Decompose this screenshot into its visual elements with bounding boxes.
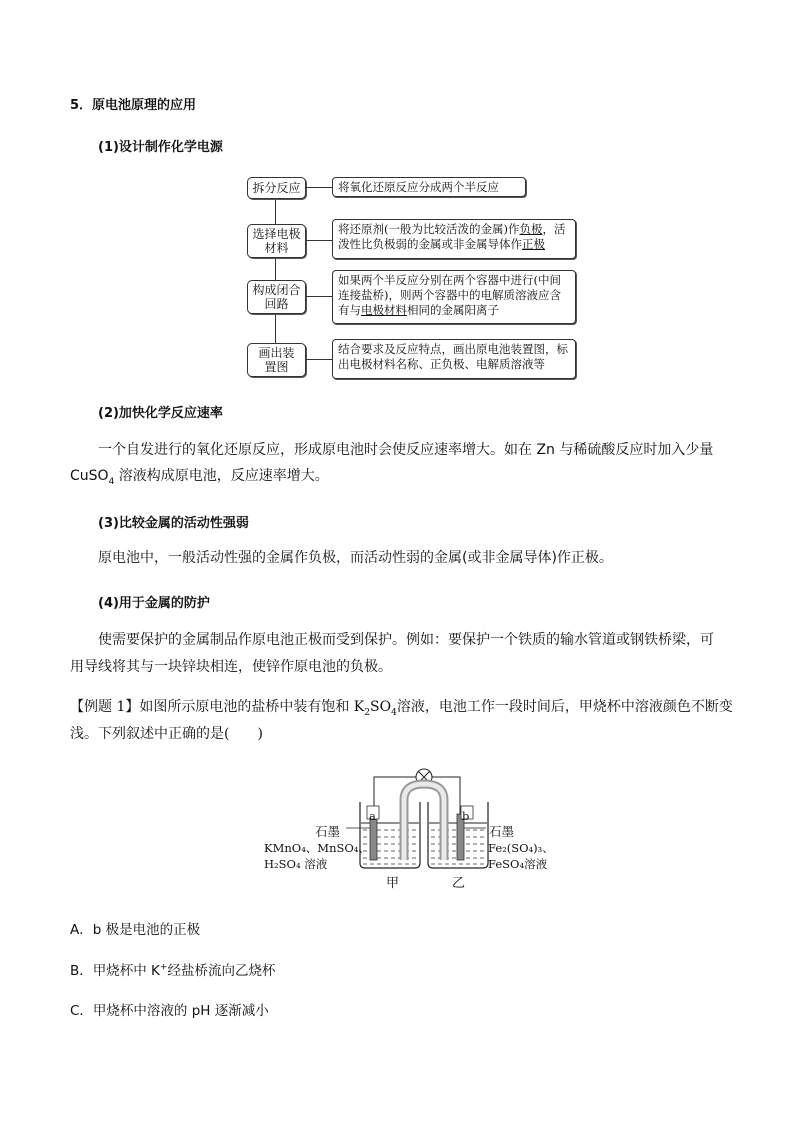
right-beaker-label: 乙 — [452, 876, 466, 891]
flowchart-connector — [305, 240, 332, 241]
example-tag: 【例题 1】 — [70, 699, 140, 715]
flow-step-draw-device: 画出装 置图 — [247, 343, 306, 377]
flow-desc-draw-device: 结合要求及反应特点，画出原电池装置图，标出电极材料名称、正负极、电解质溶液等 — [332, 339, 576, 379]
flow-step-choose-electrode: 选择电极 材料 — [247, 224, 306, 258]
flowchart-connector — [305, 187, 332, 188]
option-c: C．甲烧杯中溶液的 pH 逐渐减小 — [70, 1003, 269, 1019]
salt-bridge — [404, 784, 444, 860]
right-electrode-label: 石墨 — [489, 824, 515, 839]
left-electrode-tag: a — [369, 809, 376, 823]
paragraph-protection-line2: 用导线将其与一块锌块相连，使锌作原电池的负极。 — [70, 659, 392, 675]
left-solution-line2: H₂SO₄ 溶液 — [264, 857, 328, 871]
flow-step-closed-circuit: 构成闭合 回路 — [247, 280, 306, 314]
left-electrode-label: 石墨 — [315, 824, 341, 839]
paragraph-protection-line1: 使需要保护的金属制品作原电池正极而受到保护。例如：要保护一个铁质的输水管道或钢铁桥梁，可 — [98, 632, 714, 648]
subsection-title-1: (1)设计制作化学电源 — [98, 140, 223, 155]
right-solution-line1: Fe₂(SO₄)₃、 — [488, 841, 554, 855]
paragraph-rate-line1: 一个自发进行的氧化还原反应，形成原电池时会使反应速率增大。如在 Zn 与稀硫酸反应时加入少量 — [98, 442, 714, 458]
flowchart-connector — [305, 359, 332, 360]
example-question-line2: 浅。下列叙述中正确的是( ) — [70, 726, 263, 742]
paragraph-activity: 原电池中，一般活动性强的金属作负极，而活动性弱的金属(或非金属导体)作正极。 — [98, 550, 613, 566]
right-electrode-tag: b — [462, 809, 470, 823]
option-b: B．甲烧杯中 K+经盐桥流向乙烧杯 — [70, 962, 276, 979]
flow-desc-split-reaction: 将氧化还原反应分成两个半反应 — [332, 177, 526, 197]
left-beaker-label: 甲 — [386, 876, 400, 891]
subsection-title-2: (2)加快化学反应速率 — [98, 406, 223, 421]
subsection-title-4: (4)用于金属的防护 — [98, 596, 210, 611]
subsection-title-3: (3)比较金属的活动性强弱 — [98, 516, 249, 531]
flow-desc-closed-circuit: 如果两个半反应分别在两个容器中进行(中间连接盐桥)，则两个容器中的电解质溶液应含有与电极材料相同的金属阳离子 — [332, 270, 576, 324]
paragraph-rate-line2: CuSO$_4$ 溶液构成原电池，反应速率增大。 — [70, 468, 329, 487]
left-solution-line1: KMnO₄、MnSO₄、 — [264, 841, 370, 855]
option-a: A．b 极是电池的正极 — [70, 922, 201, 938]
section-title: 5．原电池原理的应用 — [70, 98, 197, 113]
flow-step-split-reaction: 拆分反应 — [247, 177, 306, 199]
flow-desc-choose-electrode: 将还原剂(一般为比较活泼的金属)作负极，活泼性比负极弱的金属或非金属导体作正极 — [332, 219, 576, 259]
flowchart-connector — [305, 296, 332, 297]
right-solution-line2: FeSO₄溶液 — [488, 857, 548, 871]
example-question-line1: 【例题 1】如图所示原电池的盐桥中装有饱和 $K_2SO_4$溶液，电池工作一段时间后，甲烧杯中溶液颜色不断变 — [70, 699, 733, 718]
flowchart-connector — [275, 197, 276, 347]
